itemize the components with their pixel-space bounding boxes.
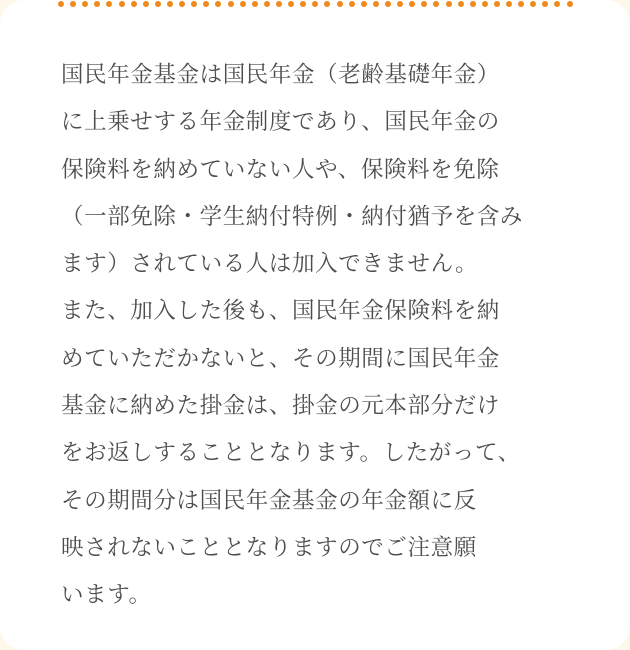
divider-dot: [567, 1, 573, 7]
divider-dot: [288, 1, 294, 7]
divider-dot: [82, 1, 88, 7]
divider-dot: [421, 1, 427, 7]
divider-dot: [433, 1, 439, 7]
divider-dot: [215, 1, 221, 7]
divider-dot: [373, 1, 379, 7]
divider-dot: [106, 1, 112, 7]
divider-dot: [506, 1, 512, 7]
divider-dot: [458, 1, 464, 7]
divider-dot: [276, 1, 282, 7]
divider-dot: [324, 1, 330, 7]
divider-dot: [131, 1, 137, 7]
divider-dot: [155, 1, 161, 7]
divider-dot: [470, 1, 476, 7]
divider-dot: [167, 1, 173, 7]
divider-dot: [554, 1, 560, 7]
divider-dot: [143, 1, 149, 7]
divider-dot: [349, 1, 355, 7]
divider-dot: [530, 1, 536, 7]
divider-dot: [397, 1, 403, 7]
divider-dot: [518, 1, 524, 7]
divider-dot: [252, 1, 258, 7]
divider-dot: [179, 1, 185, 7]
divider-dot: [482, 1, 488, 7]
divider-dot: [240, 1, 246, 7]
divider-dot: [191, 1, 197, 7]
divider-dot: [58, 1, 64, 7]
divider-dot: [300, 1, 306, 7]
divider-dot: [119, 1, 125, 7]
divider-dot: [94, 1, 100, 7]
divider-dot: [264, 1, 270, 7]
divider-dot: [361, 1, 367, 7]
divider-dot: [337, 1, 343, 7]
divider-dot: [494, 1, 500, 7]
divider-dot: [312, 1, 318, 7]
body-paragraph: 国民年金基金は国民年金（老齢基礎年金） に上乗せする年金制度であり、国民年金の 保険料を納めていない人や、保険料を免除 （一部免除・学生納付特例・納付猶予を含み ます）されている人は加入できません。 また、加入した後も、国民年金保険料を納 めていただかないと、その期間に国民年金 基金に納めた掛金は、掛金の元本部分だけ をお返しすることとなります。したがって、 その期間分は国民年金基金の年金額に反 映されないこととなりますのでご注意願 います。: [61, 62, 524, 609]
divider-dot: [70, 1, 76, 7]
divider-dot: [203, 1, 209, 7]
divider-dot: [542, 1, 548, 7]
divider-dot: [228, 1, 234, 7]
divider-dot: [409, 1, 415, 7]
divider-dot: [385, 1, 391, 7]
divider-dot: [446, 1, 452, 7]
dotted-divider: [58, 0, 573, 8]
